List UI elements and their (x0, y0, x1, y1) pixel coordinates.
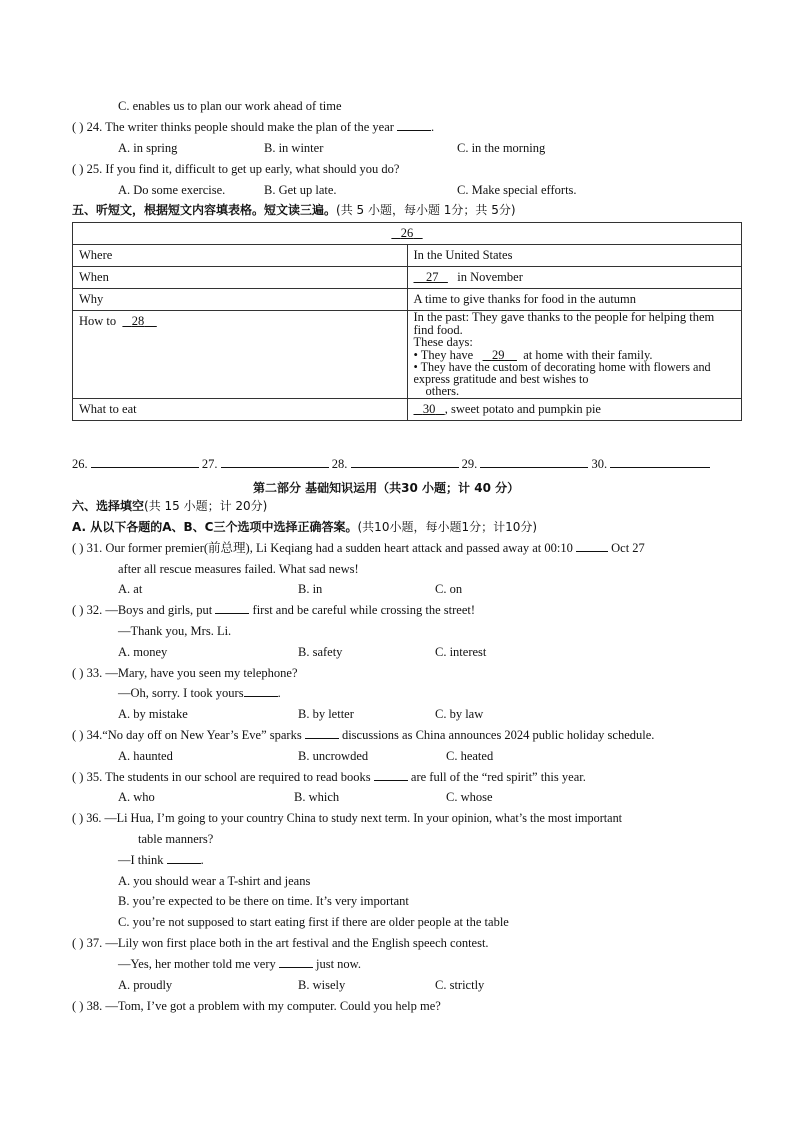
question-38: ( ) 38. —Tom, I’ve got a problem with my computer. Could you help me? (72, 999, 441, 1013)
question-35: ( ) 35. The students in our school are required to read books are full of the “red spirit” this year. (72, 770, 586, 784)
row-label: Where (73, 245, 408, 267)
answer-blank-26[interactable] (91, 467, 199, 468)
blank-26[interactable]: 26 (400, 226, 414, 241)
question-31: ( ) 31. Our former premier(前总理), Li Keqiang had a sudden heart attack and passed away at 00:10 Oct 27 (72, 541, 645, 555)
row-label: What to eat (73, 398, 408, 420)
row-content: 27 in November (407, 267, 742, 289)
table-row (73, 267, 742, 289)
answer-blank-30[interactable] (610, 467, 710, 468)
section-6-heading: 六、选择填空(共 15 小题；计 20分) (72, 499, 268, 513)
q34-option-b: B. uncrowded (298, 749, 369, 763)
question-32-cont: —Thank you, Mrs. Li. (118, 624, 232, 638)
blank-27[interactable]: 27 (426, 270, 439, 285)
row-content: In the past: They gave thanks to the people for helping them find food. These days: • They have 29 at home with their family. • They have the custom of decorating home with flowers and express gratitude and best wishes to others. (407, 311, 742, 399)
q37-option-a: A. proudly (118, 978, 173, 992)
q31-option-b: B. in (298, 582, 323, 596)
question-33: ( ) 33. —Mary, have you seen my telephone? (72, 666, 298, 680)
row-label: How to 28 (73, 311, 408, 399)
q24-option-b: B. in winter (264, 141, 324, 155)
answer-blank-28[interactable] (351, 467, 459, 468)
table-row (73, 398, 742, 420)
q24-option-a: A. in spring (118, 141, 178, 155)
question-31-cont: after all rescue measures failed. What sad news! (118, 562, 359, 576)
row-label: When (73, 267, 408, 289)
q25-option-a: A. Do some exercise. (118, 183, 226, 197)
listening-table (72, 222, 742, 421)
row-content: In the United States (407, 245, 742, 267)
question-25: ( ) 25. If you find it, difficult to get up early, what should you do? (72, 162, 400, 176)
question-37-cont: —Yes, her mother told me very just now. (118, 957, 362, 971)
q33-option-c: C. by law (435, 707, 484, 721)
q36-option-b: B. you’re expected to be there on time. It’s very important (118, 894, 409, 908)
table-row (73, 289, 742, 311)
q25-option-b: B. Get up late. (264, 183, 337, 197)
answer-row: 26. 27. 28. 29. 30. (72, 458, 710, 471)
row-content: A time to give thanks for food in the autumn (407, 289, 742, 311)
question-32: ( ) 32. —Boys and girls, put first and be careful while crossing the street! (72, 603, 476, 617)
q25-option-c: C. Make special efforts. (457, 183, 577, 197)
answer-blank[interactable] (279, 967, 313, 968)
q36-option-c: C. you’re not supposed to start eating first if there are older people at the table (118, 915, 509, 929)
q31-option-a: A. at (118, 582, 143, 596)
answer-blank-27[interactable] (221, 467, 329, 468)
answer-blank[interactable] (244, 696, 278, 697)
question-33-cont: —Oh, sorry. I took yours . (118, 686, 281, 700)
q31-option-c: C. on (435, 582, 463, 596)
answer-blank[interactable] (397, 130, 431, 131)
q23-option-c: C. enables us to plan our work ahead of time (118, 99, 342, 113)
section-5-heading: 五、听短文，根据短文内容填表格。短文读三遍。(共 5 小题，每小题 1分；共 5分) (72, 203, 516, 217)
q33-option-a: A. by mistake (118, 707, 188, 721)
question-34: ( ) 34.“No day off on New Year’s Eve” sparks discussions as China announces 2024 public holiday schedule. (72, 728, 655, 742)
q35-option-a: A. who (118, 790, 155, 804)
table-row (73, 245, 742, 267)
question-24: ( ) 24. The writer thinks people should make the plan of the year . (72, 120, 435, 134)
blank-28[interactable]: 28 (131, 314, 145, 328)
answer-blank[interactable] (305, 738, 339, 739)
row-content: 30 , sweet potato and pumpkin pie (407, 398, 742, 420)
q34-option-a: A. haunted (118, 749, 173, 763)
answer-blank[interactable] (215, 613, 249, 614)
q32-option-b: B. safety (298, 645, 343, 659)
q35-option-b: B. which (294, 790, 340, 804)
q32-option-a: A. money (118, 645, 168, 659)
question-36: ( ) 36. —Li Hua, I’m going to your country China to study next term. In your opinion, what’s the most important (72, 811, 623, 825)
table-title-cell (73, 223, 742, 245)
part-2-heading: 第二部分 基础知识运用（共30 小题；计 40 分） (253, 481, 520, 495)
question-36-cont: table manners? (138, 832, 214, 846)
answer-blank[interactable] (374, 780, 408, 781)
answer-blank-29[interactable] (480, 467, 588, 468)
q37-option-c: C. strictly (435, 978, 485, 992)
q32-option-c: C. interest (435, 645, 487, 659)
q36-option-a: A. you should wear a T-shirt and jeans (118, 874, 311, 888)
q34-option-c: C. heated (446, 749, 494, 763)
answer-blank[interactable] (167, 863, 201, 864)
q33-option-b: B. by letter (298, 707, 354, 721)
q35-option-c: C. whose (446, 790, 493, 804)
question-37: ( ) 37. —Lily won first place both in the art festival and the English speech contest. (72, 936, 489, 950)
question-36-reply: —I think . (118, 853, 204, 867)
table-row (73, 311, 742, 399)
answer-blank[interactable] (576, 551, 608, 552)
q37-option-b: B. wisely (298, 978, 346, 992)
blank-30[interactable]: 30 (422, 402, 436, 417)
section-6a-instruction: A. 从以下各题的A、B、C三个选项中选择正确答案。(共10小题，每小题1分；计10分) (72, 520, 538, 534)
row-label: Why (73, 289, 408, 311)
q24-option-c: C. in the morning (457, 141, 546, 155)
blank-29[interactable]: 29 (491, 347, 505, 362)
